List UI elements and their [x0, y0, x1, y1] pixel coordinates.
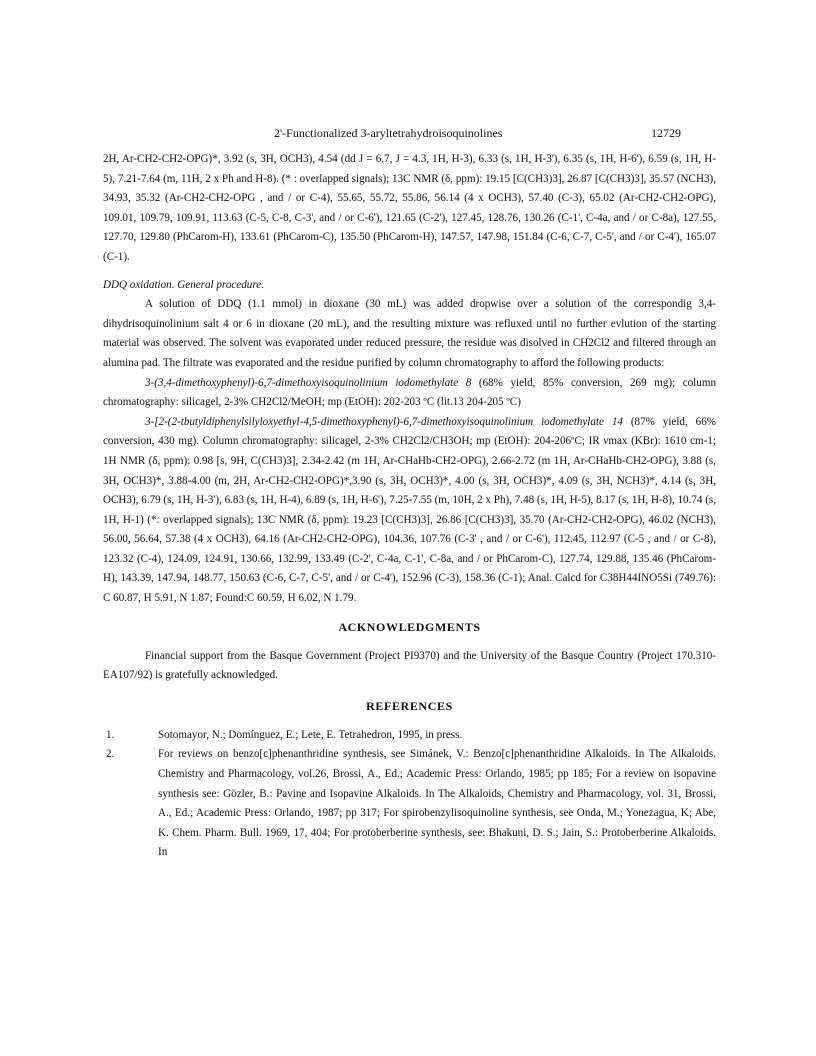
acknowledgments-text: Financial support from the Basque Government (Project PI9370) and the University of the Basque Country (Project 170.310-EA107/92) is gratefully acknowledged.: [103, 649, 716, 682]
compound-14-paragraph: [103, 413, 716, 609]
reference-text: For reviews on benzo[c]phenanthridine synthesis, see Simánek, V.: Benzo[c]phenanthridine Alkaloids. In The Alkaloids. Chemistry and Pharmacology, vol.26, Brossi, A., Ed.; Academic Press: Orlando, 1985; pp 185; For a review on isopavine synthesis see: Gözler, B.: Pavine and Isopavine Alkaloids. In The Alkaloids, Chemistry and Pharmacology, vol. 31, Brossi, A., Ed.; Academic Press: Orlando, 1987; pp 317; For spirobenzylisoquinoline synthesis, see Onda, M.; Yonezagua, K; Abe, K. Chem. Pharm. Bull. 1969, 17, 404; For protoberberine synthesis, see: Bhakuni, D. S.; Jain, S.: Protoberberine Alkaloids. In: [158, 748, 716, 859]
reference-item: [103, 726, 716, 746]
running-title: 2'-Functionalized 3-aryltetrahydroisoquinolines: [274, 126, 503, 140]
references-heading: REFERENCES: [366, 698, 453, 713]
body-text: [103, 150, 716, 863]
nmr-continuation-paragraph: 2H, Ar-CH2-CH2-OPG)*, 3.92 (s, 3H, OCH3), 4.54 (dd J = 6.7, J = 4.3, 1H, H-3), 6.33 (s, 1H, H-3'), 6.35 (s, 1H, H-6'), 6.59 (s, 1H, H-5), 7.21-7.64 (m, 11H, 2 x Ph and H-8). (* : overlapped signals); 13C NMR (δ, ppm): 19.15 [C(CH3)3], 26.87 [C(CH3)3], 35.57 (NCH3), 34.93, 35.32 (Ar-CH2-CH2-OPG , and / or C-4), 55.65, 55.72, 55.86, 56.14 (4 x OCH3), 57.40 (C-3), 65.02 (Ar-CH2-CH2-OPG), 109.01, 109.79, 109.91, 113.63 (C-5, C-8, C-3', and / or C-6'), 121.65 (C-2'), 127.45, 128.76, 130.26 (C-1', C-4a, and / or C-8a), 127.55, 127.70, 129.80 (PhCarom-H), 133.61 (PhCarom-C), 135.50 (PhCarom-H), 147.57, 147.98, 151.84 (C-6, C-7, C-5', and / or C-4'), 165.07 (C-1).: [103, 153, 716, 263]
compound-8-name: 3-(3,4-dimethoxyphenyl)-6,7-dimethoxyisoquinolinium iodomethylate 8: [145, 376, 472, 389]
compound-14-name: 3-[2-(2-tbutyldiphenylsilyloxyethyl-4,5-dimethoxyphenyl)-6,7-dimethoxyisoquinolinium iodomethylate 14: [145, 415, 623, 428]
reference-number: 1.: [106, 728, 115, 741]
compound-8-data: (68% yield, 85% conversion, 269 mg); column chromatography: silicagel, 2-3% CH2Cl2/MeOH; mp (EtOH): 202-203 ºC (lit.13 204-205 ºC): [103, 376, 716, 409]
page-number: 12729: [651, 126, 681, 140]
reference-text: Sotomayor, N.; Domínguez, E.; Lete, E. Tetrahedron, 1995, in press.: [158, 728, 463, 741]
compound-8-paragraph: [103, 374, 716, 413]
reference-list: [103, 726, 716, 863]
ddq-procedure-paragraph: A solution of DDQ (1.1 mmol) in dioxane (30 mL) was added dropwise over a solution of the correspondig 3,4-dihydrisoquinolinium salt 4 or 6 in dioxane (20 mL), and the resulting mixture was refluxed until no further evlution of the starting material was observed. The solvent was evaporated under reduced pressure, the residue was disolved in CH2Cl2 and filtered through an alumina pad. The filtrate was evaporated and the residue purified by column chromatography to afford the following products:: [103, 298, 716, 369]
ddq-heading: DDQ oxidation. General procedure.: [103, 278, 264, 291]
reference-item: [103, 745, 716, 863]
acknowledgments-heading: ACKNOWLEDGMENTS: [338, 619, 481, 634]
compound-14-data: (87% yield, 66% conversion, 430 mg). Column chromatography: silicagel, 2-3% CH2Cl2/CH3OH; mp (EtOH): 204-206ºC; IR νmax (KBr): 1610 cm-1; 1H NMR (δ, ppm): 0.98 [s, 9H, C(CH3)3], 2.34-2.42 (m 1H, Ar-CHaHb-CH2-OPG), 2.66-2.72 (m 1H, Ar-CHaHb-CH2-OPG), 3.88 (s, 3H, OCH3)*, 3.88-4.00 (m, 2H, Ar-CH2-CH2-OPG)*,3.90 (s, 3H, OCH3)*, 4.00 (s, 3H, OCH3)*, 4.09 (s, 3H, NCH3)*, 4.14 (s, 3H, OCH3), 6.79 (s, 1H, H-3'), 6.83 (s, 1H, H-4), 6.89 (s, 1H, H-6'), 7.25-7.55 (m, 10H, 2 x Ph), 7.48 (s, 1H, H-5), 8.17 (s, 1H, H-8), 10.74 (s, 1H, H-1) (*: overlapped signals); 13C NMR (δ, ppm): 19.23 [C(CH3)3], 26.86 [C(CH3)3], 35.70 (Ar-CH2-CH2-OPG), 46.02 (NCH3), 56.00, 56.64, 57.38 (4 x OCH3), 64.16 (Ar-CH2-CH2-OPG), 104.36, 107.76 (C-3' , and / or C-6'), 112.45, 112.97 (C-5 , and / or C-8), 123.32 (C-4), 124.09, 124.91, 130.66, 132.99, 133.49 (C-2', C-4a, C-1', C-8a, and / or PhCarom-C), 127.74, 129.88, 135.46 (PhCarom-H), 143.39, 147.94, 148.77, 150.63 (C-6, C-7, C-5', and / or C-4'), 152.96 (C-3), 158.36 (C-1); Anal. Calcd for C38H44INO5Si (749.76): C 60.87, H 5.91, N 1.87; Found:C 60.59, H 6.02, N 1.79.: [103, 415, 717, 605]
reference-number: 2.: [106, 748, 115, 761]
